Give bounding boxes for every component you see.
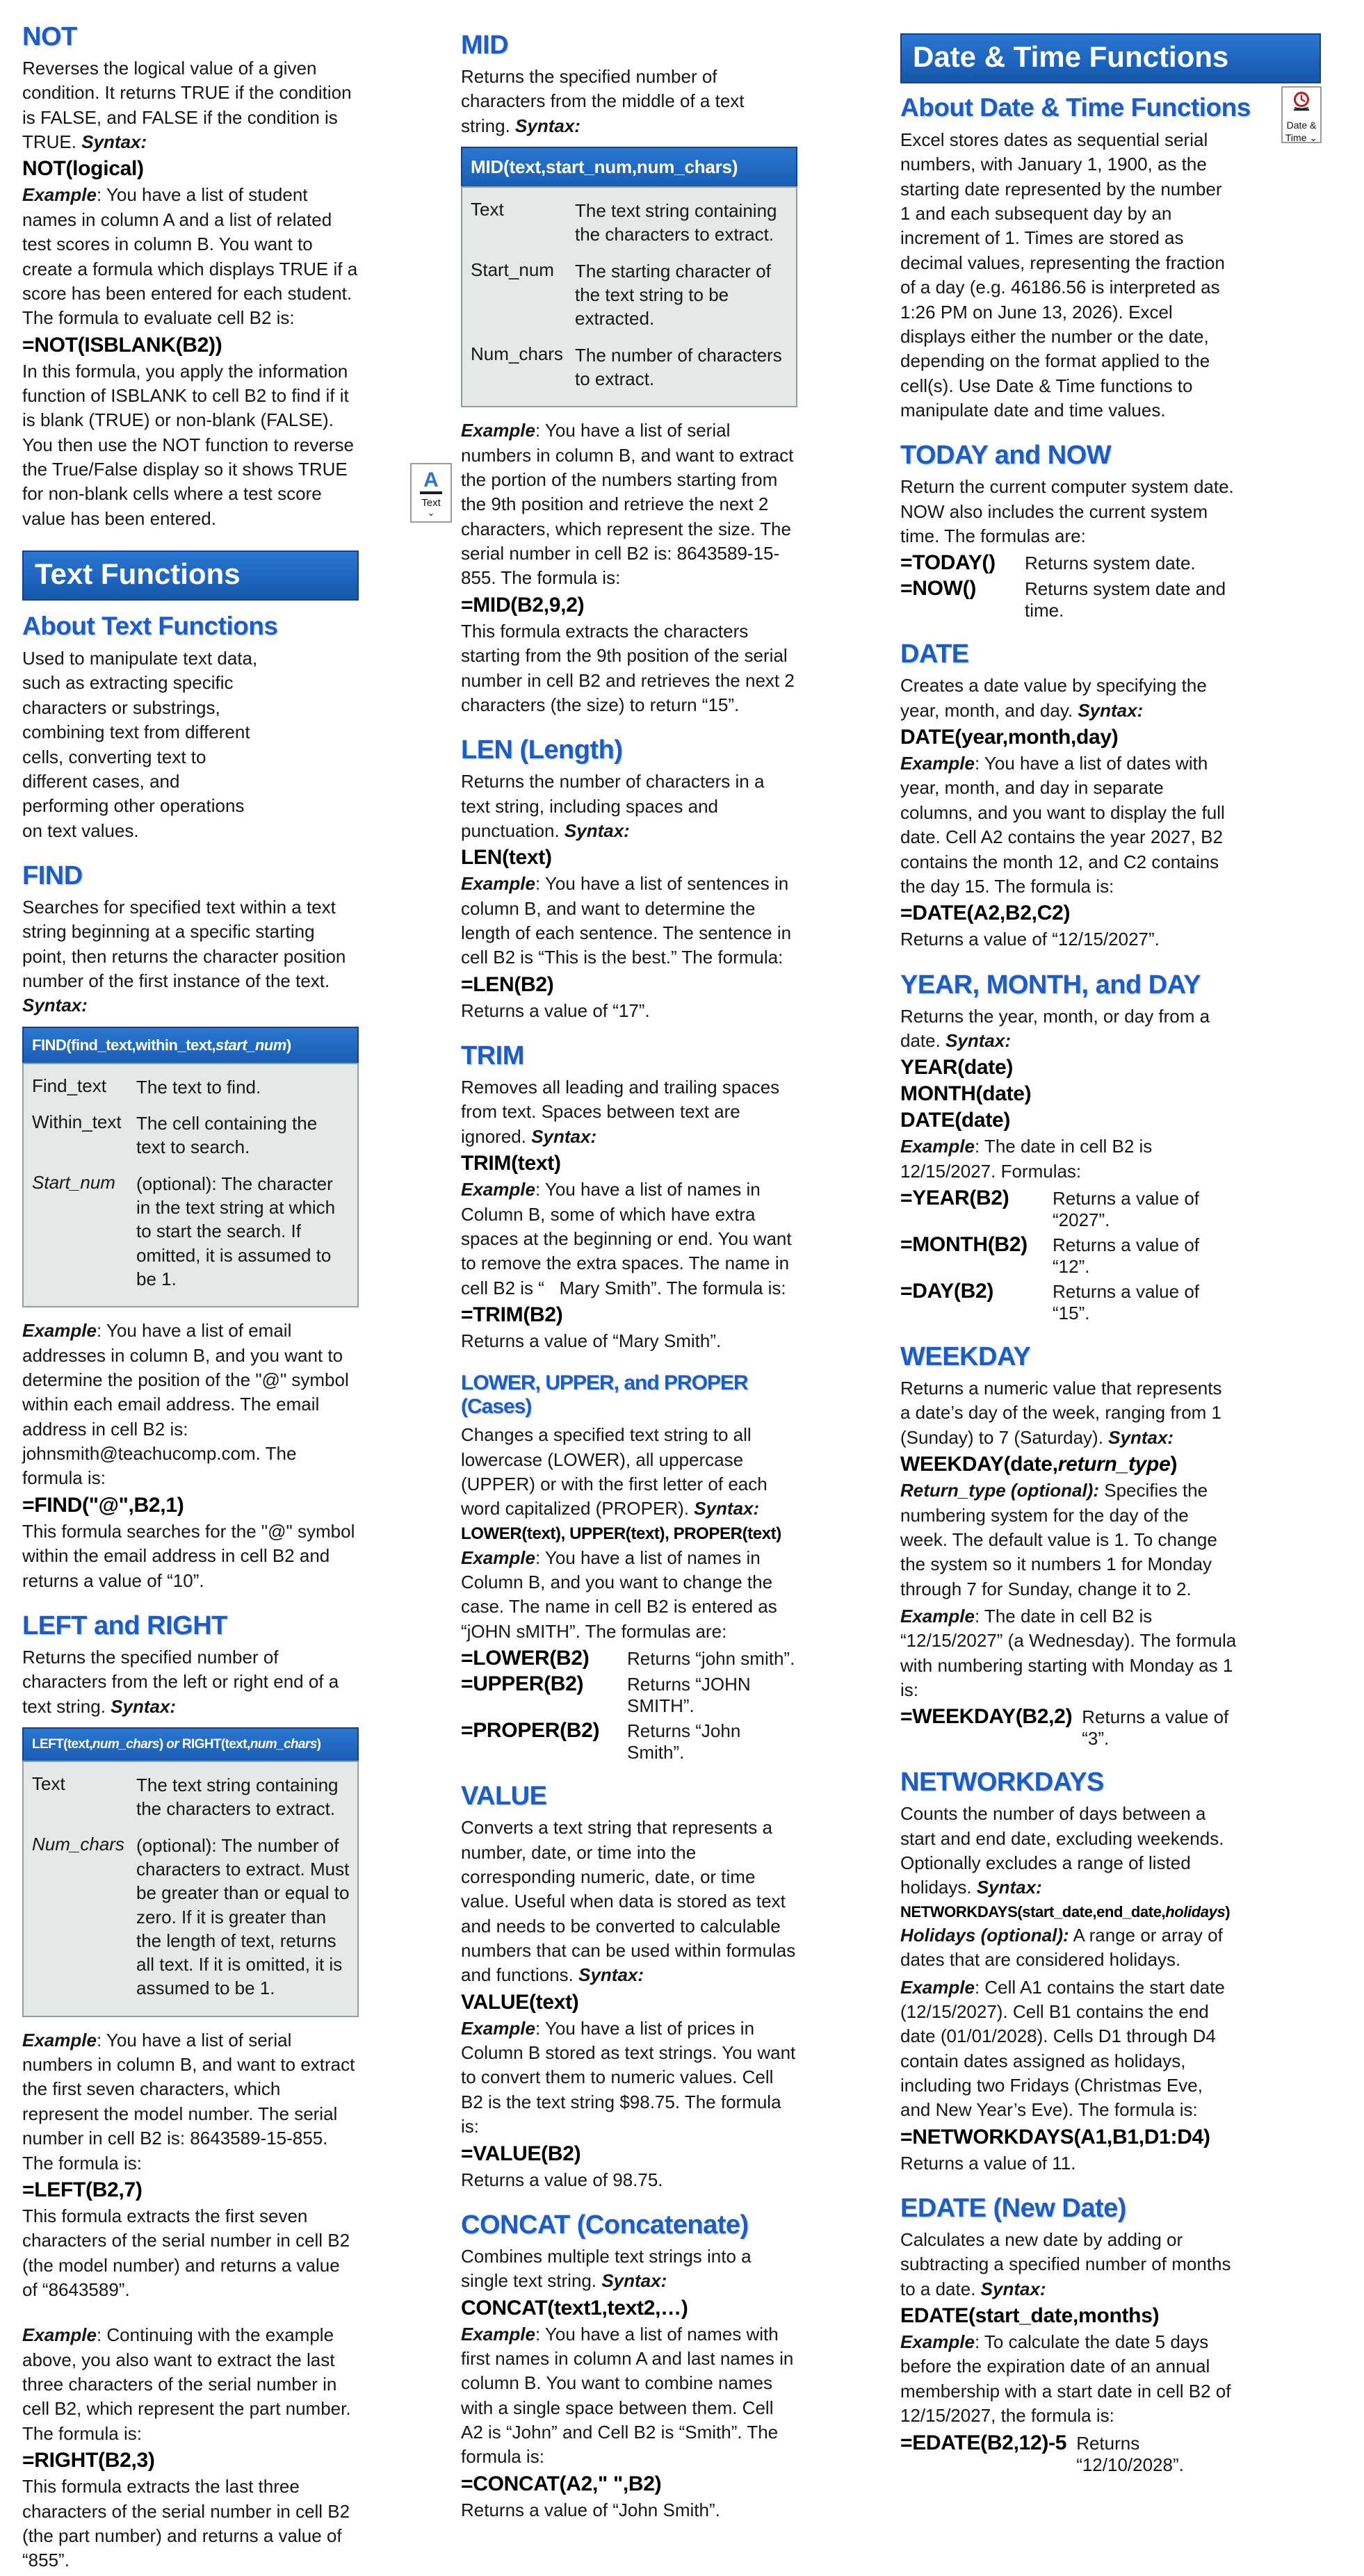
header-italic: num_chars [250, 1736, 317, 1752]
table-row [32, 1834, 350, 2000]
networkdays-description [900, 1802, 1237, 1900]
datetime-ribbon-icon [1281, 86, 1322, 143]
formula-line [900, 2431, 1237, 2476]
formula-line [461, 1647, 797, 1670]
table-body [22, 1063, 359, 1308]
param-desc: (optional): The character in the text string at which to start the search. If omitted, it is assumed to be 1. [136, 1173, 336, 1289]
syntax-label: Syntax: [694, 1498, 760, 1519]
syntax-label: Syntax: [980, 2278, 1046, 2299]
example-label: Example [461, 420, 535, 441]
mid-description [461, 65, 797, 138]
body-text: Combines multiple text strings into a single text string. [461, 2245, 752, 2292]
param-desc: The text string containing the characters to extract. [575, 200, 777, 245]
syntax-italic: return_type [1057, 1453, 1171, 1476]
example-label: Example [22, 2324, 97, 2346]
date-syntax-line: DATE(year,month,day) [900, 726, 1119, 749]
formula: =EDATE(B2,12)-5 [900, 2431, 1067, 2454]
formula: =UPPER(B2) [461, 1672, 584, 1696]
function-title-ymd: YEAR, MONTH, and DAY [900, 970, 1201, 1000]
result-text: Returns “12/10/2028”. [1076, 2432, 1184, 2475]
find-explanation: This formula searches for the "@" symbol within the email address in cell B2 and returns a value of “10”. [22, 1520, 355, 1591]
result-text: Returns “JOHN SMITH”. [627, 1674, 751, 1717]
mid-formula: =MID(B2,9,2) [461, 593, 585, 617]
syntax-text: WEEKDAY(date, [900, 1453, 1058, 1476]
find-syntax-table [22, 1027, 359, 1308]
result-text: Returns a value of “12”. [1053, 1234, 1200, 1278]
ymd-example [900, 1134, 1237, 1184]
example-label: Example [900, 1605, 975, 1627]
body-text: : You have a list of names with first names in column A and last names in column B. You want to combine names with a single space between them. Cell A2 is “John” and Cell B2 is “Smith”. The formula is: [461, 2323, 794, 2468]
body-text: : You have a list of student names in column A and a list of related test scores in column B. You want to create a formula which displays TRUE if a score has been entered for each student. The formula to evaluate cell B2 is: [22, 184, 358, 329]
param-name: Within_text [32, 1111, 122, 1133]
table-body [22, 1761, 359, 2017]
networkdays-syntax-line [900, 1903, 1237, 1921]
function-title-today-now: TODAY and NOW [900, 441, 1112, 471]
result-text: Returns a value of “2027”. [1053, 1188, 1200, 1231]
syntax-label: Syntax: [22, 995, 88, 1016]
section-heading-about-datetime: About Date & Time Functions [900, 93, 1251, 122]
text-icon-label: Text [421, 497, 441, 509]
body-text: Removes all leading and trailing spaces from text. Spaces between text are ignored. [461, 1077, 780, 1147]
weekday-example [900, 1604, 1237, 1702]
trim-result: Returns a value of “Mary Smith”. [461, 1330, 722, 1351]
function-title-edate: EDATE (New Date) [900, 2194, 1126, 2224]
concat-syntax-line: CONCAT(text1,text2,…) [461, 2296, 688, 2320]
body-text: : You have a list of serial numbers in column B, and want to extract the portion of the numbers starting from the 9th position and retrieve the next 2 characters, which represent the size. The serial number in cell B2 is: 8643589-15-855. The formula is: [461, 420, 794, 589]
formula-line [461, 1672, 797, 1717]
example-label: Example [461, 2017, 535, 2039]
param-name: Start_num [471, 259, 554, 280]
param-desc: (optional): The number of characters to extract. Must be greater than or equal to zero. If it is greater than the length of text, returns all text. If it is omitted, it is assumed to be 1. [136, 1834, 350, 1999]
header-text: FIND(find_text,within_text, [32, 1036, 216, 1054]
param-name: Text [471, 199, 504, 220]
body-text: Searches for specified text within a text string beginning at a specific starting point, then returns the character position number of the first instance of the text. [22, 896, 346, 992]
clock-icon [1289, 91, 1314, 118]
function-title-concat: CONCAT (Concatenate) [461, 2210, 749, 2240]
datetime-label-line2: Time ⌄ [1285, 131, 1318, 143]
param-name: Text [32, 1772, 65, 1794]
table-header [22, 1727, 359, 1761]
table-header [22, 1027, 359, 1063]
body-text: Returns the specified number of characters from the left or right end of a text string. [22, 1646, 339, 1717]
header-text: ) [316, 1736, 321, 1752]
example-label: Example [22, 1320, 97, 1342]
left-example [22, 2028, 359, 2176]
function-title-find: FIND [22, 861, 83, 890]
trim-description [461, 1075, 797, 1149]
syntax-label: Syntax: [578, 1964, 644, 1986]
body-text: Creates a date value by specifying the year, month, and day. [900, 675, 1207, 721]
result-text: Returns system date and time. [1025, 578, 1226, 621]
formula-line [900, 1187, 1237, 1231]
header-italic: or [166, 1736, 179, 1752]
result-text: Returns a value of “15”. [1053, 1281, 1200, 1324]
example-label: Example [900, 2331, 975, 2353]
len-description [461, 769, 797, 843]
result-text: Returns system date. [1025, 553, 1196, 574]
value-example [461, 2016, 797, 2139]
formula: =PROPER(B2) [461, 1719, 600, 1743]
edate-example [900, 2330, 1237, 2428]
networkdays-formula: =NETWORKDAYS(A1,B1,D1:D4) [900, 2125, 1210, 2149]
body-text: : You have a list of serial numbers in column B, and want to extract the first seven characters, which represent the model number. The serial number in cell B2 is: 8643589-15-855. The formula is: [22, 2029, 355, 2174]
param-desc: The text string containing the characters to extract. [136, 1774, 339, 1820]
body-text: Changes a specified text string to all lowercase (LOWER), all uppercase (UPPER) or with the first letter of each word capitalized (PROPER). [461, 1424, 768, 1519]
not-description [22, 56, 359, 154]
body-text: : You have a list of names in Column B, some of which have extra spaces at the beginning or end. You want to remove the extra spaces. The name in cell B2 is “ Mary Smith”. The formula is: [461, 1179, 792, 1298]
not-syntax-line: NOT(logical) [22, 157, 144, 181]
formula: =LOWER(B2) [461, 1647, 590, 1670]
body-text: Calculates a new date by adding or subtracting a specified number of months to a date. [900, 2229, 1231, 2299]
body-text: : You have a list of email addresses in column B, and you want to determine the position of the "@" symbol within each email address. The email address in cell B2 is: johnsmith@teachucomp.com. The formula is: [22, 1320, 349, 1489]
datetime-icon-label [1285, 120, 1317, 144]
formula-line [900, 1233, 1237, 1278]
cases-example [461, 1546, 797, 1644]
left-formula: =LEFT(B2,7) [22, 2178, 143, 2201]
body-text: : You have a list of prices in Column B stored as text strings. You want to convert them to numeric values. Cell B2 is the text string $98.75. The formula is: [461, 2017, 796, 2137]
todaynow-description: Return the current computer system date. NOW also includes the current system time. The formulas are: [900, 476, 1234, 547]
mid-explanation: This formula extracts the characters starting from the 9th position of the serial number in cell B2 and retrieves the next 2 characters (the size) to return “15”. [461, 620, 795, 715]
not-formula: =NOT(ISBLANK(B2)) [22, 333, 222, 357]
len-result: Returns a value of “17”. [461, 1000, 650, 1021]
param-name: Find_text [32, 1075, 106, 1096]
table-row [471, 343, 789, 391]
header-text: RIGHT(text, [179, 1736, 250, 1752]
syntax-text: ) [1225, 1902, 1231, 1921]
syntax-label: Syntax: [81, 131, 147, 153]
letter-a-icon: A [420, 468, 442, 494]
table-body [461, 186, 797, 407]
not-example [22, 183, 359, 330]
function-title-mid: MID [461, 31, 509, 60]
function-title-trim: TRIM [461, 1041, 524, 1071]
about-datetime-body: Excel stores dates as sequential serial numbers, with January 1, 1900, as the starting date represented by the number 1 and each subsequent day by an increment of 1. Times are stored as decimal values, representing the fraction of a day (e.g. 46186.56 is interpreted as 1:26 PM on June 13, 2026). Excel displays either the number or the date, depending on the format applied to the cell(s). Use Date & Time functions to manipulate date and time values. [900, 129, 1225, 421]
mid-syntax-table [461, 147, 797, 407]
table-row [32, 1172, 350, 1291]
section-banner-datetime-functions: Date & Time Functions [900, 33, 1321, 83]
param-note-label: Holidays (optional): [900, 1924, 1069, 1946]
syntax-label: Syntax: [1078, 699, 1144, 721]
right-example [22, 2323, 359, 2446]
syntax-italic: holidays [1165, 1902, 1226, 1921]
param-desc: The text to find. [136, 1076, 261, 1098]
day-syntax-line: DATE(date) [900, 1109, 1011, 1132]
weekday-note [900, 1478, 1237, 1601]
param-name: Num_chars [471, 343, 563, 364]
month-syntax-line: MONTH(date) [900, 1082, 1032, 1106]
left-explanation: This formula extracts the first seven characters of the serial number in cell B2 (the model number) and returns a value of “8643589”. [22, 2205, 350, 2300]
value-syntax-line: VALUE(text) [461, 1990, 579, 2014]
param-name: Num_chars [32, 1833, 124, 1854]
syntax-text: ) [1170, 1453, 1178, 1476]
example-label: Example [461, 1179, 535, 1200]
datetime-label-line1: Date & [1286, 120, 1317, 131]
concat-description [461, 2244, 797, 2294]
concat-result: Returns a value of “John Smith”. [461, 2499, 720, 2520]
param-desc: The number of characters to extract. [575, 344, 782, 389]
formula-line [900, 1705, 1237, 1750]
cases-description [461, 1423, 797, 1521]
len-example [461, 872, 797, 970]
formula: =TODAY() [900, 551, 996, 575]
param-name: Start_num [32, 1171, 115, 1193]
networkdays-example [900, 1975, 1237, 2123]
body-text: : You have a list of dates with year, month, and day in separate columns, and you want to display the full date. Cell A2 contains the year 2027, B2 contains the month 12, and C2 contains the day 15. The formula is: [900, 753, 1225, 897]
find-example [22, 1319, 359, 1491]
formula: =NOW() [900, 577, 977, 601]
section-banner-text-functions: Text Functions [22, 551, 359, 601]
param-desc: The starting character of the text string to be extracted. [575, 260, 771, 329]
body-text: Returns a numeric value that represents a date’s day of the week, ranging from 1 (Sunday) to 7 (Saturday). [900, 1378, 1222, 1448]
trim-formula: =TRIM(B2) [461, 1303, 563, 1326]
result-text: Returns a value of “3”. [1082, 1706, 1229, 1750]
syntax-label: Syntax: [111, 1695, 177, 1717]
value-description [461, 1816, 797, 1988]
syntax-label: Syntax: [515, 115, 580, 136]
syntax-label: Syntax: [976, 1877, 1042, 1898]
value-result: Returns a value of 98.75. [461, 2169, 663, 2190]
networkdays-result: Returns a value of 11. [900, 2152, 1076, 2174]
concat-example [461, 2322, 797, 2470]
column-2 [461, 0, 797, 2525]
find-description [22, 895, 359, 1018]
weekday-syntax-line [900, 1453, 1237, 1476]
example-label: Example [22, 184, 97, 206]
syntax-label: Syntax: [1108, 1426, 1174, 1448]
trim-syntax-line: TRIM(text) [461, 1152, 561, 1175]
body-text: : To calculate the date 5 days before the expiration date of an annual membership with a start date in cell B2 of 12/15/2027, the formula is: [900, 2331, 1231, 2427]
body-text: : You have a list of names in Column B, and you want to change the case. The name in cell B2 is entered as “jOHN sMITH”. The formulas are: [461, 1547, 777, 1642]
syntax-label: Syntax: [531, 1125, 597, 1147]
table-row [32, 1075, 350, 1099]
date-formula: =DATE(A2,B2,C2) [900, 902, 1071, 925]
column-1 [22, 0, 359, 2576]
header-text: ) [286, 1036, 291, 1054]
formula: =WEEKDAY(B2,2) [900, 1705, 1073, 1729]
table-header: MID(text,start_num,num_chars) [461, 147, 797, 186]
formula-line [900, 577, 1237, 621]
syntax-label: Syntax: [945, 1029, 1011, 1051]
leftright-syntax-table [22, 1727, 359, 2017]
body-text: Returns the number of characters in a text string, including spaces and punctuation. [461, 771, 765, 841]
right-explanation: This formula extracts the last three characters of the serial number in cell B2 (the part number) and returns a value of “855”. [22, 2476, 350, 2571]
function-title-left-right: LEFT and RIGHT [22, 1611, 227, 1640]
body-text: Counts the number of days between a start and end date, excluding weekends. Optionally excludes a range of listed holidays. [900, 1803, 1224, 1898]
year-syntax-line: YEAR(date) [900, 1056, 1014, 1079]
header-text: ) [159, 1736, 167, 1752]
find-formula: =FIND("@",B2,1) [22, 1493, 184, 1517]
result-text: Returns “john smith”. [627, 1648, 795, 1670]
not-explanation: In this formula, you apply the information function of ISBLANK to cell B2 to find if it is blank (TRUE) or non-blank (FALSE). You then use the NOT function to reverse the True/False display so it shows TRUE for non-blank cells where a test score value has been entered. [22, 360, 354, 529]
right-formula: =RIGHT(B2,3) [22, 2449, 155, 2472]
date-description [900, 674, 1237, 723]
table-row [32, 1111, 350, 1159]
date-result: Returns a value of “12/15/2027”. [900, 929, 1160, 950]
concat-formula: =CONCAT(A2," ",B2) [461, 2472, 662, 2495]
function-title-weekday: WEEKDAY [900, 1342, 1031, 1372]
section-heading-about-text: About Text Functions [22, 612, 278, 641]
chevron-down-icon: ⌄ [427, 507, 435, 518]
formula: =YEAR(B2) [900, 1187, 1009, 1210]
networkdays-note [900, 1923, 1237, 1973]
leftright-description [22, 1645, 359, 1719]
value-formula: =VALUE(B2) [461, 2142, 581, 2165]
body-text: Reverses the logical value of a given condition. It returns TRUE if the condition is FALSE, and FALSE if the condition is TRUE. [22, 58, 352, 153]
text-ribbon-icon [410, 463, 452, 523]
body-text: Returns the year, month, or day from a date. [900, 1005, 1210, 1051]
column-3 [900, 0, 1251, 2478]
header-italic: start_num [215, 1036, 286, 1054]
example-label: Example [461, 873, 535, 895]
example-label: Example [22, 2029, 97, 2051]
body-text: : Cell A1 contains the start date (12/15/2027). Cell B1 contains the end date (01/01/2028). Cells D1 through D4 contain dates assigned as holidays, including two Fridays (Christmas Eve, and New Year’s Eve). The formula is: [900, 1976, 1225, 2121]
formula-line [900, 1280, 1237, 1324]
header-italic: num_chars [92, 1736, 159, 1752]
function-title-len: LEN (Length) [461, 735, 623, 765]
date-example [900, 751, 1237, 899]
function-title-networkdays: NETWORKDAYS [900, 1768, 1104, 1798]
body-text: Returns the specified number of characters from the middle of a text string. [461, 66, 745, 136]
example-label: Example [900, 753, 975, 774]
formula-line [461, 1719, 797, 1763]
body-text: : Continuing with the example above, you also want to extract the last three characters of the serial number in cell B2, which represent the part number. The formula is: [22, 2324, 351, 2444]
weekday-description [900, 1376, 1237, 1450]
header-text: LEFT(text, [32, 1736, 92, 1752]
edate-description [900, 2228, 1237, 2301]
function-title-not: NOT [22, 22, 77, 51]
example-label: Example [900, 1136, 975, 1157]
example-label: Example [900, 1976, 975, 1998]
example-label: Example [461, 1547, 535, 1568]
function-title-value: VALUE [461, 1782, 547, 1811]
syntax-label: Syntax: [564, 820, 630, 841]
table-row [471, 199, 789, 247]
body-text: Specifies the numbering system for the day of the week. The default value is 1. To change the system so it numbers 1 for Monday through 7 for Sunday, change it to 2. [900, 1480, 1217, 1599]
param-desc: The cell containing the text to search. [136, 1113, 318, 1158]
example-label: Example [461, 2323, 535, 2345]
result-text: Returns “John Smith”. [627, 1720, 741, 1763]
function-title-date: DATE [900, 639, 969, 669]
table-row [471, 259, 789, 331]
trim-example [461, 1177, 797, 1301]
table-row [32, 1773, 350, 1821]
body-text: : The date in cell B2 is 12/15/2027. Formulas: [900, 1136, 1153, 1182]
function-title-cases: LOWER, UPPER, and PROPER (Cases) [461, 1371, 748, 1419]
len-syntax-line: LEN(text) [461, 846, 552, 870]
body-text: A range or array of dates that are considered holidays. [900, 1924, 1223, 1971]
ymd-description [900, 1004, 1237, 1054]
body-text: : The date in cell B2 is “12/15/2027” (a Wednesday). The formula with numbering starting with Monday as 1 is: [900, 1605, 1237, 1701]
syntax-text: NETWORKDAYS(start_date,end_date, [900, 1902, 1166, 1921]
formula: =MONTH(B2) [900, 1233, 1028, 1257]
syntax-label: Syntax: [601, 2270, 667, 2292]
mid-example [461, 418, 797, 591]
param-note-label: Return_type (optional): [900, 1480, 1099, 1501]
body-text: : You have a list of sentences in column B, and want to determine the length of each sentence. The sentence in cell B2 is “This is the best.” The formula: [461, 873, 792, 968]
formula-line [900, 551, 1237, 575]
edate-syntax-line: EDATE(start_date,months) [900, 2304, 1160, 2328]
body-text: Converts a text string that represents a number, date, or time into the corresponding numeric, date, or time value. Useful when data is stored as text and needs to be converted to calculable numbers that can be used within formulas and functions. [461, 1817, 796, 1986]
len-formula: =LEN(B2) [461, 972, 554, 996]
about-text-body: Used to manipulate text data, such as extracting specific characters or substrings, combining text from different cells, converting text to different cases, and performing other operations on text values. [22, 648, 258, 841]
formula: =DAY(B2) [900, 1280, 994, 1303]
cases-syntax-line: LOWER(text), UPPER(text), PROPER(text) [461, 1524, 781, 1543]
